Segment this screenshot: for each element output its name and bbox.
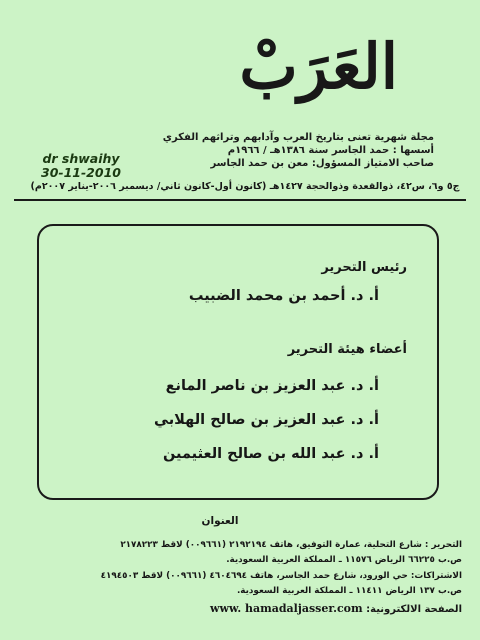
subscriptions-address-line: الاشتراكات: حي الورود، شارع حمد الجاسر، هاتف ٤٦٠٤٦٩٤ (٠٠٩٦٦١) لاقط ٤١٩٤٥٠٣ (100, 571, 462, 581)
editorial-board-heading: أعضاء هيئة التحرير (287, 342, 407, 357)
board-member: أ. د. عبد الله بن صالح العثيمين (162, 446, 379, 462)
editor-in-chief-name: أ. د. أحمد بن محمد الضبيب (188, 288, 379, 304)
website-label: الصفحة الالكترونية: (366, 604, 462, 615)
issue-info-line: ج٥ و٦، س٤٢، ذوالقعدة وذوالحجة ١٤٢٧هـ (كانون أول-كانون ثاني/ ديسمبر ٢٠٠٦-يناير ٢٠٠٧م) (30, 181, 460, 192)
address-heading: العنوان (201, 515, 239, 527)
owner-line: صاحب الامتياز المسؤول: معن بن حمد الجاسر (210, 158, 434, 169)
editorial-po-box-line: ص.ب ٦٦٢٢٥ الرياض ١١٥٧٦ ـ المملكة العربية السعودية. (226, 555, 462, 565)
board-member: أ. د. عبد العزيز بن صالح الهلابي (154, 412, 379, 428)
magazine-masthead: العَرَبْ (239, 30, 398, 103)
header-divider (14, 199, 466, 201)
editor-in-chief-heading: رئيس التحرير (321, 260, 407, 275)
scanner-credit-date: 30-11-2010 (41, 165, 121, 180)
magazine-description: مجلة شهرية تعنى بتاريخ العرب وآدابهم وتراثهم الفكري (162, 132, 434, 143)
website-link[interactable]: www. hamadaljasser.com (210, 602, 363, 615)
scanner-credit-name: dr shwaihy (42, 151, 120, 166)
founder-line: أسسها : حمد الجاسر سنة ١٣٨٦هـ / ١٩٦٦م (227, 145, 434, 156)
editorial-address-line: التحرير : شارع التحلية، عمارة التوفيق، هاتف ٢١٩٢١٩٤ (٠٠٩٦٦١) لاقط ٢١٧٨٢٢٣ (120, 540, 462, 550)
editorial-board-box (37, 224, 439, 500)
subscriptions-po-box-line: ص.ب ١٣٧ الرياض ١١٤١١ ـ المملكة العربية السعودية. (236, 586, 462, 596)
website-line (32, 602, 462, 615)
board-member: أ. د. عبد العزيز بن ناصر المانع (165, 378, 379, 394)
